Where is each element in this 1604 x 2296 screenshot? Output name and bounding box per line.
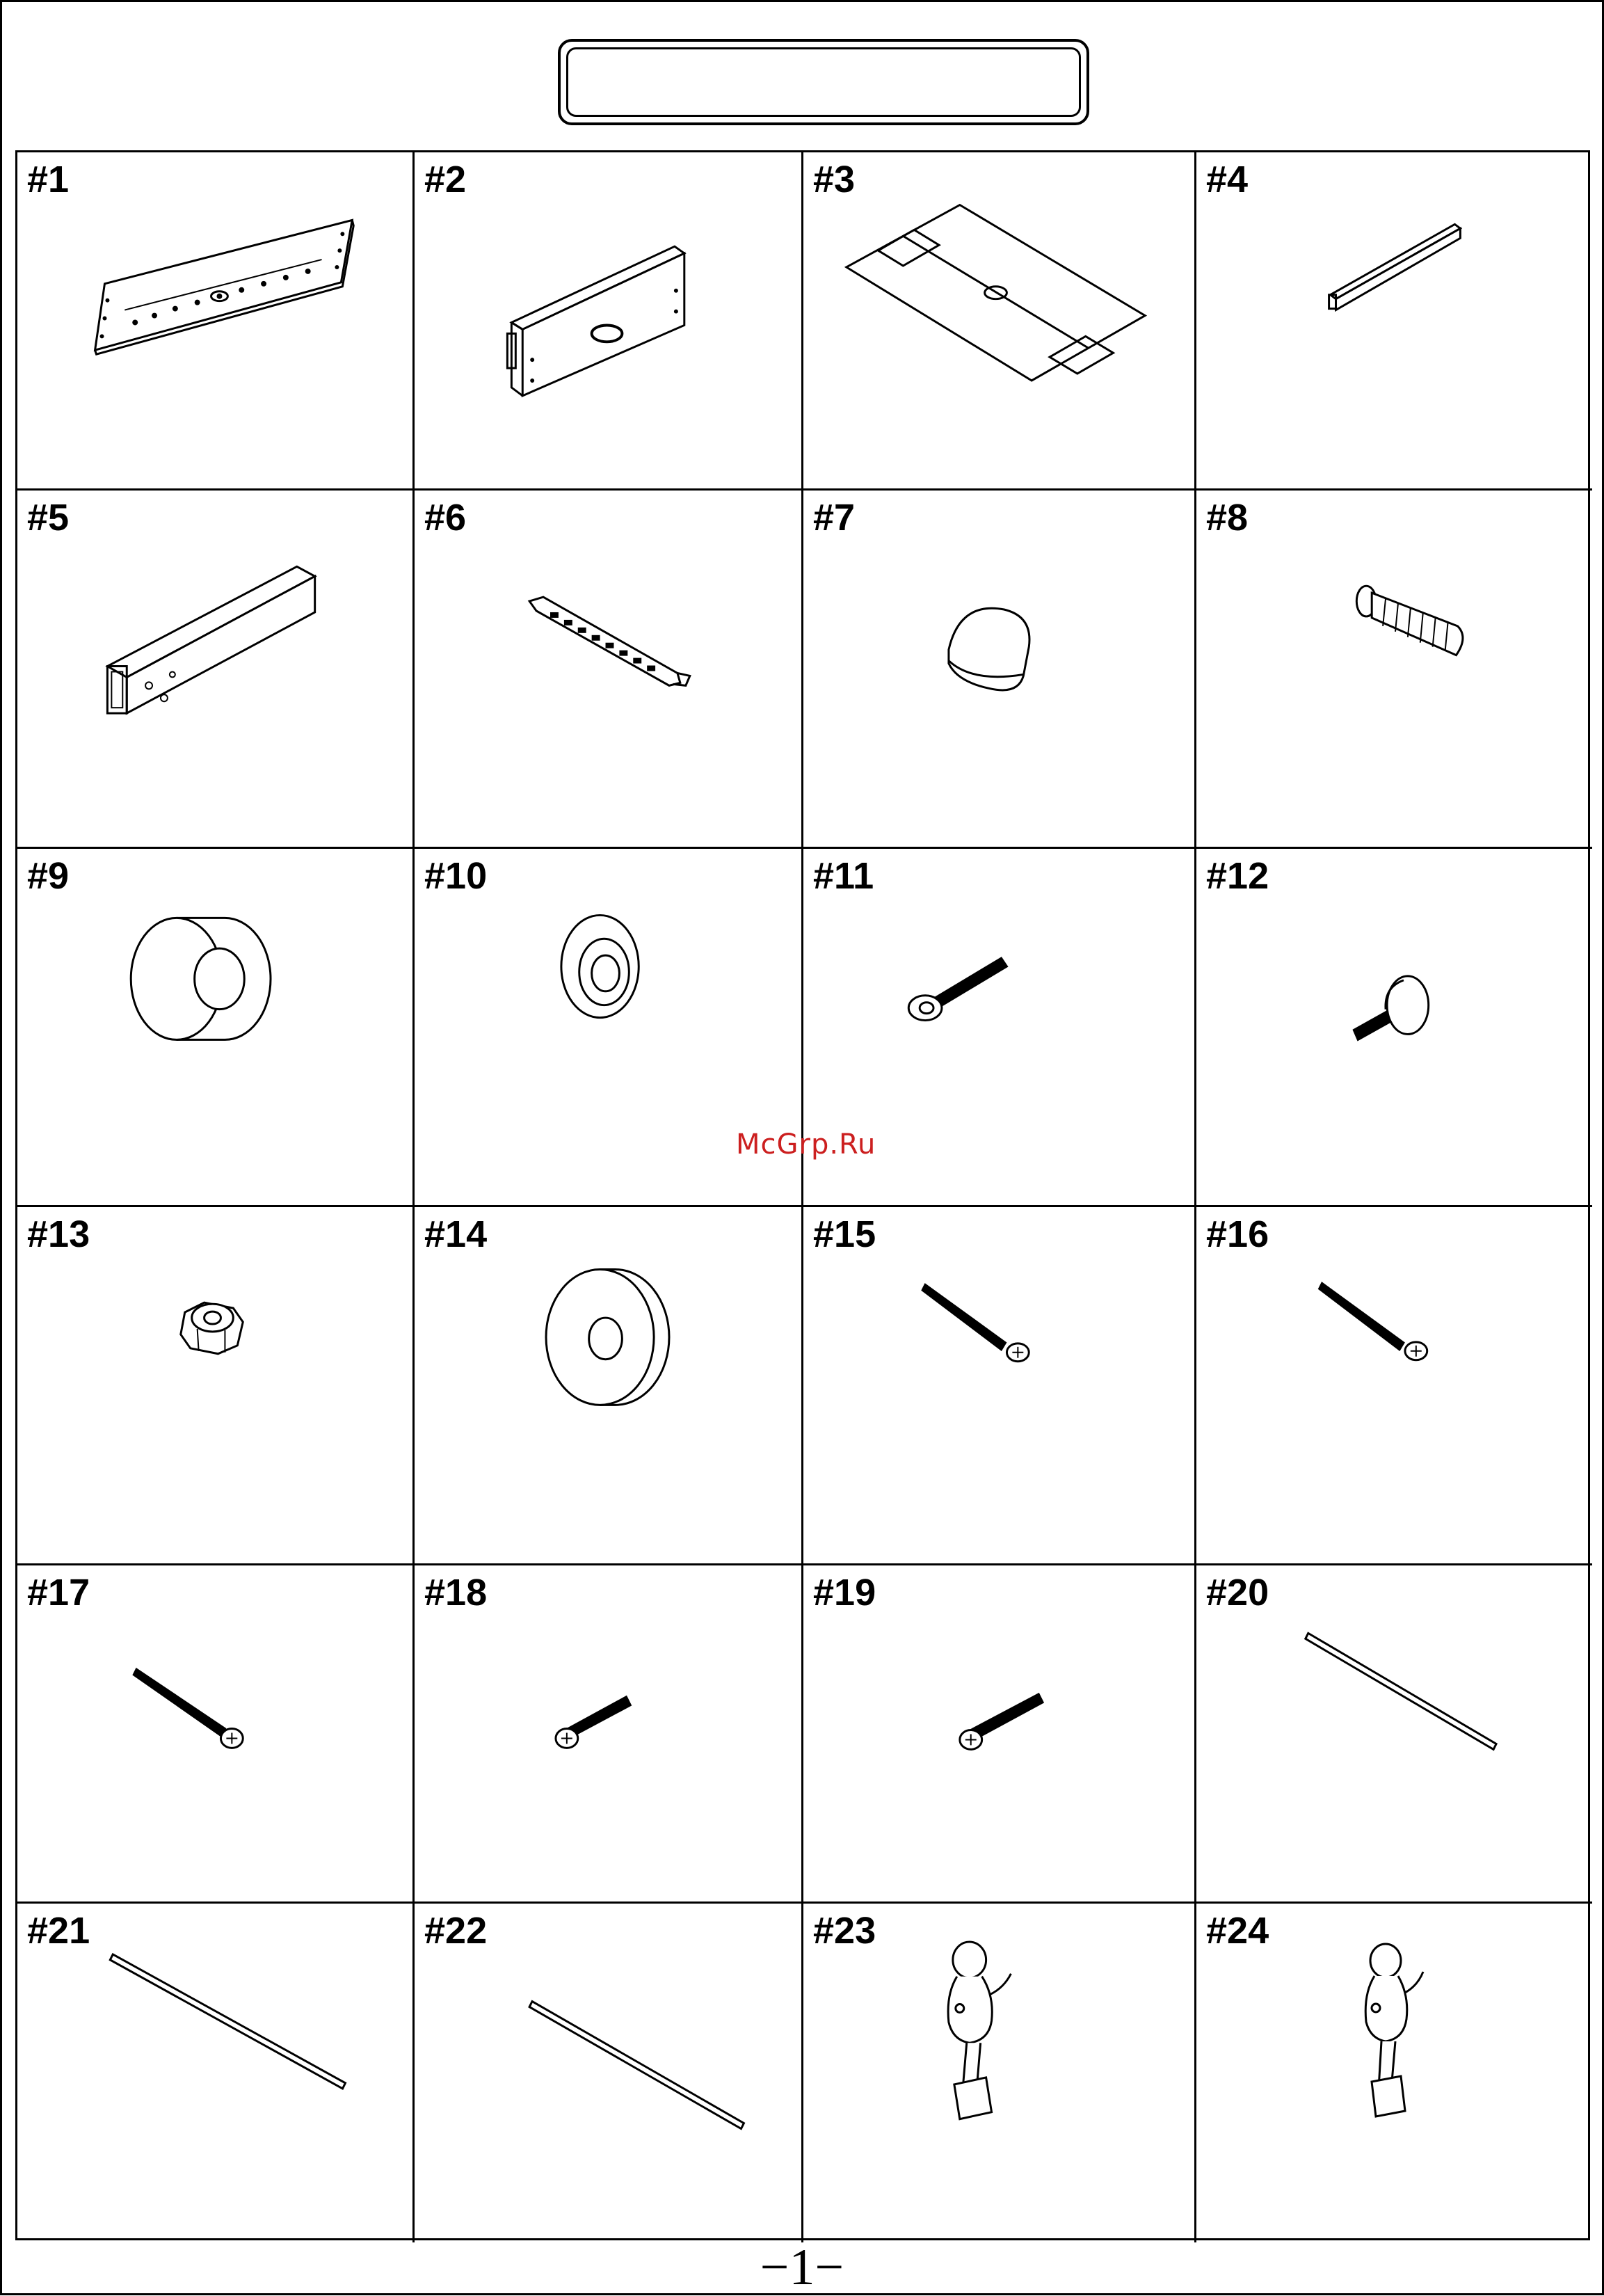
part-number: #4 — [1206, 159, 1249, 200]
part-number: #13 — [27, 1213, 90, 1255]
part-cell-19 — [803, 1565, 1196, 1904]
part-number: #2 — [424, 159, 467, 200]
end-panel-goal-icon — [415, 152, 801, 488]
part-number: #8 — [1206, 497, 1249, 539]
playfield-icon — [803, 152, 1194, 488]
part-cell-4 — [1196, 152, 1592, 491]
page-number: −1− — [760, 2239, 844, 2296]
part-cell-18 — [415, 1565, 803, 1904]
part-cell-24 — [1196, 1904, 1592, 2242]
part-cell-7 — [803, 491, 1196, 849]
part-cell-13 — [17, 1207, 415, 1565]
part-cell-17 — [17, 1565, 415, 1904]
part-number: #21 — [27, 1910, 90, 1952]
part-number: #18 — [424, 1572, 488, 1613]
long-screw-icon — [803, 1207, 1194, 1563]
long-screw-icon — [17, 1565, 412, 1902]
player-rod-icon — [1196, 1565, 1592, 1902]
part-number: #9 — [27, 855, 70, 897]
part-number: #14 — [424, 1213, 488, 1255]
leg-cap-icon — [803, 491, 1194, 847]
part-cell-20 — [1196, 1565, 1592, 1904]
part-number: #12 — [1206, 855, 1269, 897]
part-number: #23 — [813, 1910, 876, 1952]
part-number: #1 — [27, 159, 70, 200]
watermark: McGrp.Ru — [736, 1129, 876, 1161]
flat-washer-icon — [415, 1207, 801, 1563]
player-rod-icon — [415, 1904, 801, 2242]
side-rail-panel-icon — [17, 152, 412, 488]
leveler-foot-icon — [1196, 849, 1592, 1205]
short-bar-icon — [1196, 152, 1592, 488]
part-cell-22 — [415, 1904, 803, 2242]
part-number: #6 — [424, 497, 467, 539]
lock-nut-icon — [17, 1207, 412, 1563]
part-cell-5 — [17, 491, 415, 849]
part-number: #19 — [813, 1572, 876, 1613]
part-number: #7 — [813, 497, 856, 539]
score-counter-icon — [415, 491, 801, 847]
player-figure-icon — [803, 1904, 1194, 2242]
part-cell-1 — [17, 152, 415, 491]
machine-screw-icon — [415, 1565, 801, 1902]
part-number: #10 — [424, 855, 488, 897]
player-rod-icon — [17, 1904, 412, 2242]
part-cell-14 — [415, 1207, 803, 1565]
rod-bumper-icon — [17, 849, 412, 1205]
part-cell-12 — [1196, 849, 1592, 1207]
part-cell-3 — [803, 152, 1196, 491]
part-cell-8 — [1196, 491, 1592, 849]
part-number: #20 — [1206, 1572, 1269, 1613]
long-screw-icon — [1196, 1207, 1592, 1563]
part-number: #11 — [813, 855, 874, 897]
machine-screw-icon — [803, 1565, 1194, 1902]
part-cell-16 — [1196, 1207, 1592, 1565]
part-number: #22 — [424, 1910, 488, 1952]
part-number: #5 — [27, 497, 70, 539]
part-cell-21 — [17, 1904, 415, 2242]
part-number: #16 — [1206, 1213, 1269, 1255]
leg-tube-icon — [17, 491, 412, 847]
title-box — [558, 39, 1089, 125]
title-box-inner — [566, 47, 1081, 117]
part-cell-9 — [17, 849, 415, 1207]
part-number: #24 — [1206, 1910, 1269, 1952]
part-cell-15 — [803, 1207, 1196, 1565]
part-cell-23 — [803, 1904, 1196, 2242]
handle-grip-icon — [1196, 491, 1592, 847]
part-number: #15 — [813, 1213, 876, 1255]
part-number: #17 — [27, 1572, 90, 1613]
part-cell-6 — [415, 491, 803, 849]
parts-grid — [15, 150, 1590, 2240]
part-cell-2 — [415, 152, 803, 491]
player-figure-icon — [1196, 1904, 1592, 2242]
part-number: #3 — [813, 159, 856, 200]
